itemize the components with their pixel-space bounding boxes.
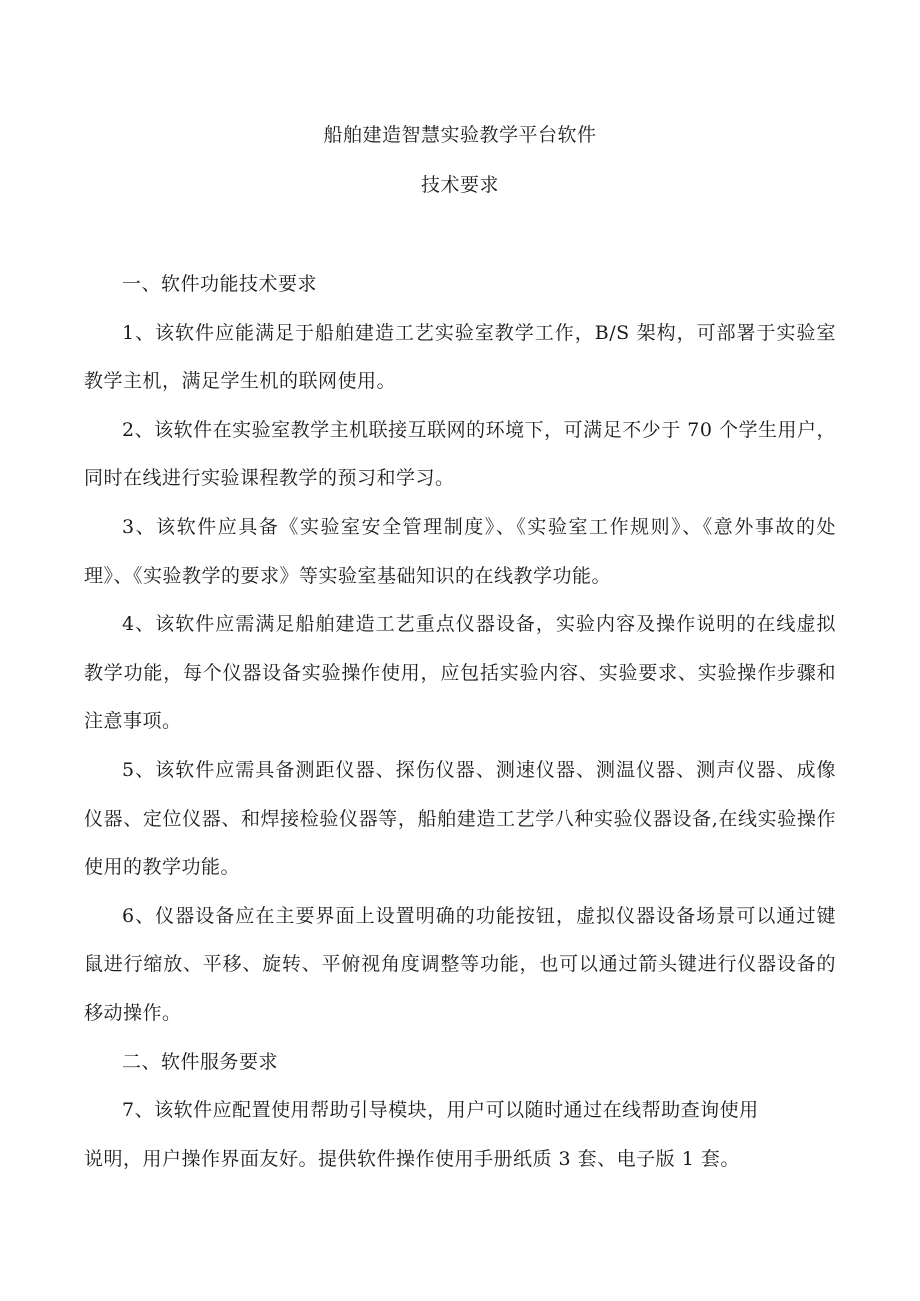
requirement-item-3: 3、该软件应具备《实验室安全管理制度》、《实验室工作规则》、《意外事故的处理》、《实验教学的要求》等实验室基础知识的在线教学功能。 (84, 515, 836, 587)
document-title: 船舶建造智慧实验教学平台软件 (323, 124, 597, 146)
document-body (84, 260, 836, 1183)
requirement-item-7-line2: 说明，用户操作界面友好。提供软件操作使用手册纸质 3 套、电子版 1 套。 (84, 1147, 740, 1170)
requirement-item-6: 6、仪器设备应在主要界面上设置明确的功能按钮，虚拟仪器设备场景可以通过键鼠进行缩放、平移、旋转、平俯视角度调整等功能，也可以通过箭头键进行仪器设备的移动操作。 (84, 904, 836, 1024)
section-heading-functional: 一、软件功能技术要求 (122, 273, 318, 295)
requirement-item-2: 2、该软件在实验室教学主机联接互联网的环境下，可满足不少于 70 个学生用户，同时在线进行实验课程教学的预习和学习。 (84, 418, 836, 490)
requirement-item-4: 4、该软件应需满足船舶建造工艺重点仪器设备，实验内容及操作说明的在线虚拟教学功能，每个仪器设备实验操作使用，应包括实验内容、实验要求、实验操作步骤和注意事项。 (84, 613, 836, 733)
section-heading-service: 二、软件服务要求 (122, 1050, 279, 1073)
requirement-item-1: 1、该软件应能满足于船舶建造工艺实验室教学工作，B/S 架构，可部署于实验室教学主机，满足学生机的联网使用。 (84, 321, 836, 393)
requirement-item-7-line1: 7、该软件应配置使用帮助引导模块，用户可以随时通过在线帮助查询使用 (122, 1099, 759, 1122)
requirement-item-5: 5、该软件应需具备测距仪器、探伤仪器、测速仪器、测温仪器、测声仪器、成像仪器、定位仪器、和焊接检验仪器等，船舶建造工艺学八种实验仪器设备,在线实验操作使用的教学功能。 (84, 758, 836, 879)
document-subtitle: 技术要求 (420, 174, 499, 196)
